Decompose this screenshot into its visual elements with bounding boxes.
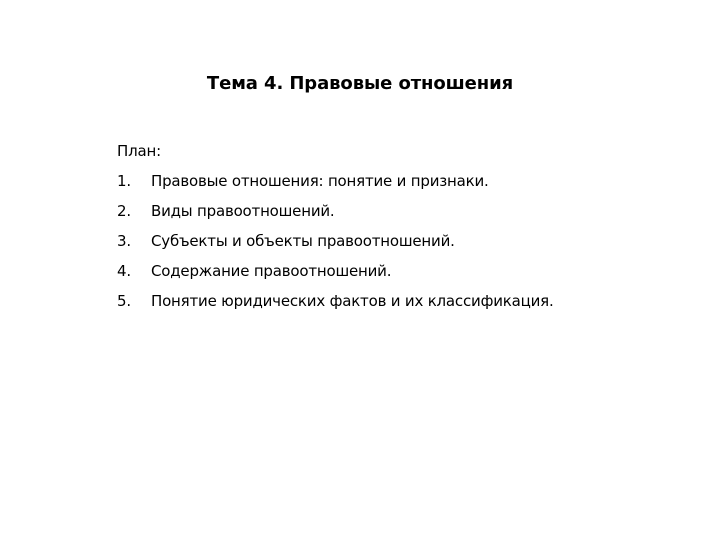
plan-item-number: 4. <box>117 262 131 280</box>
plan-item-text: Виды правоотношений. <box>151 202 335 220</box>
plan-list-item <box>117 196 677 226</box>
plan-list-item <box>117 166 677 196</box>
plan-list-item <box>117 226 677 256</box>
plan-item-text: Правовые отношения: понятие и признаки. <box>151 172 489 190</box>
plan-list-item <box>117 256 677 286</box>
plan-item-text: Понятие юридических фактов и их классификация. <box>151 292 554 310</box>
plan-list <box>117 166 677 316</box>
plan-heading: План: <box>117 142 161 160</box>
plan-item-number: 1. <box>117 172 131 190</box>
plan-item-number: 2. <box>117 202 131 220</box>
plan-item-number: 3. <box>117 232 131 250</box>
plan-item-text: Субъекты и объекты правоотношений. <box>151 232 455 250</box>
plan-item-number: 5. <box>117 292 131 310</box>
plan-section <box>117 136 677 316</box>
plan-list-item <box>117 286 677 316</box>
plan-item-text: Содержание правоотношений. <box>151 262 392 280</box>
slide-title: Тема 4. Правовые отношения <box>206 73 514 94</box>
